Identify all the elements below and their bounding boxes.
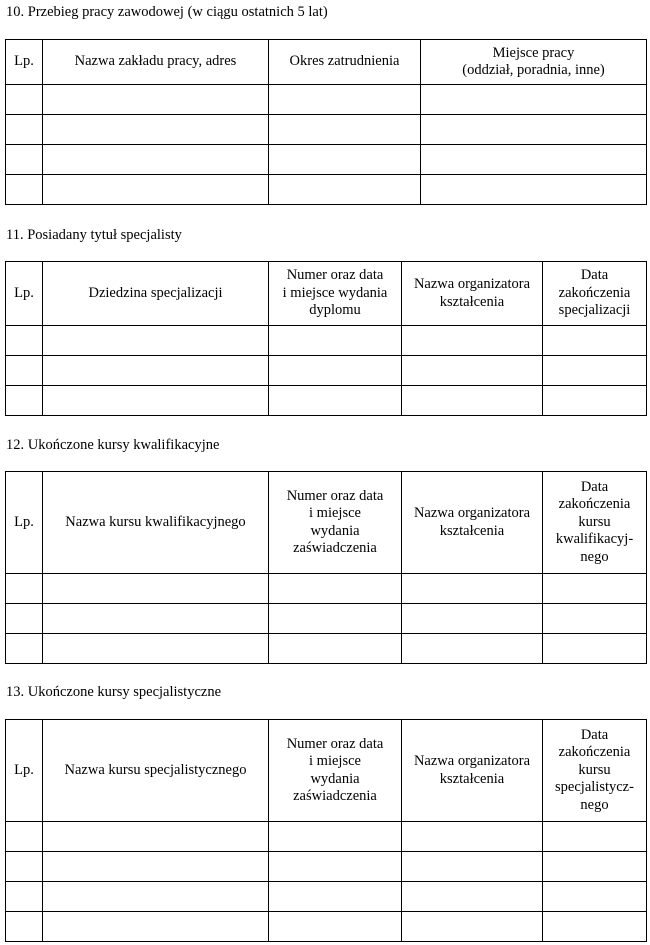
input-cell[interactable] [402, 634, 543, 664]
input-cell[interactable] [269, 634, 402, 664]
input-cell[interactable] [269, 386, 402, 416]
col-header-employer: Nazwa zakładu pracy, adres [43, 40, 269, 85]
input-cell[interactable] [269, 175, 421, 205]
input-cell[interactable] [421, 115, 647, 145]
input-cell[interactable] [43, 356, 269, 386]
col-header-certificate-number-date: Numer oraz data i miejsce wydania zaświadczenia [269, 472, 402, 574]
table-row [6, 822, 647, 852]
input-cell[interactable] [269, 145, 421, 175]
input-cell[interactable] [402, 852, 543, 882]
input-cell[interactable] [543, 326, 647, 356]
input-cell[interactable] [43, 574, 269, 604]
input-cell[interactable] [402, 822, 543, 852]
input-cell[interactable] [43, 386, 269, 416]
table-row [6, 85, 647, 115]
table-row [6, 912, 647, 942]
col-header-lp: Lp. [6, 40, 43, 85]
table-row [6, 145, 647, 175]
table-row [6, 386, 647, 416]
table-row [6, 634, 647, 664]
input-cell[interactable] [269, 85, 421, 115]
input-cell[interactable] [6, 85, 43, 115]
col-header-course-completion-date: Data zakończenia kursu kwalifikacyj- nego [543, 472, 647, 574]
col-header-lp: Lp. [6, 720, 43, 822]
input-cell[interactable] [421, 85, 647, 115]
input-cell[interactable] [543, 386, 647, 416]
input-cell[interactable] [543, 852, 647, 882]
table-row [6, 326, 647, 356]
input-cell[interactable] [402, 574, 543, 604]
input-cell[interactable] [43, 326, 269, 356]
input-cell[interactable] [269, 115, 421, 145]
col-header-specialization-field: Dziedzina specjalizacji [43, 262, 269, 326]
input-cell[interactable] [6, 175, 43, 205]
input-cell[interactable] [6, 634, 43, 664]
input-cell[interactable] [43, 822, 269, 852]
input-cell[interactable] [269, 852, 402, 882]
input-cell[interactable] [43, 634, 269, 664]
input-cell[interactable] [43, 882, 269, 912]
input-cell[interactable] [6, 912, 43, 942]
input-cell[interactable] [6, 604, 43, 634]
col-header-diploma-number-date: Numer oraz data i miejsce wydania dyplomu [269, 262, 402, 326]
table-row [6, 604, 647, 634]
input-cell[interactable] [6, 326, 43, 356]
input-cell[interactable] [543, 822, 647, 852]
input-cell[interactable] [269, 326, 402, 356]
input-cell[interactable] [402, 386, 543, 416]
specialist-courses-table [5, 719, 647, 942]
input-cell[interactable] [43, 145, 269, 175]
input-cell[interactable] [6, 145, 43, 175]
employment-history-table [5, 39, 647, 205]
col-header-training-organizer: Nazwa organizatora kształcenia [402, 720, 543, 822]
input-cell[interactable] [43, 175, 269, 205]
input-cell[interactable] [6, 386, 43, 416]
col-header-lp: Lp. [6, 262, 43, 326]
input-cell[interactable] [543, 574, 647, 604]
input-cell[interactable] [269, 356, 402, 386]
section-13-heading: 13. Ukończone kursy specjalistyczne [6, 684, 222, 700]
table-row [6, 882, 647, 912]
input-cell[interactable] [421, 145, 647, 175]
input-cell[interactable] [402, 604, 543, 634]
table-row [6, 852, 647, 882]
input-cell[interactable] [43, 604, 269, 634]
col-header-course-completion-date: Data zakończenia kursu specjalistycz- nego [543, 720, 647, 822]
input-cell[interactable] [402, 912, 543, 942]
input-cell[interactable] [43, 85, 269, 115]
table-row [6, 356, 647, 386]
input-cell[interactable] [6, 356, 43, 386]
input-cell[interactable] [269, 912, 402, 942]
section-10-heading: 10. Przebieg pracy zawodowej (w ciągu ostatnich 5 lat) [6, 4, 328, 20]
section-12-heading: 12. Ukończone kursy kwalifikacyjne [6, 437, 220, 453]
section-11-heading: 11. Posiadany tytuł specjalisty [6, 227, 182, 243]
input-cell[interactable] [543, 604, 647, 634]
input-cell[interactable] [6, 115, 43, 145]
qualification-courses-table [5, 471, 647, 664]
input-cell[interactable] [421, 175, 647, 205]
input-cell[interactable] [43, 912, 269, 942]
col-header-course-name: Nazwa kursu specjalistycznego [43, 720, 269, 822]
input-cell[interactable] [6, 852, 43, 882]
input-cell[interactable] [6, 574, 43, 604]
col-header-completion-date: Data zakończenia specjalizacji [543, 262, 647, 326]
input-cell[interactable] [43, 115, 269, 145]
col-header-certificate-number-date: Numer oraz data i miejsce wydania zaświadczenia [269, 720, 402, 822]
input-cell[interactable] [6, 882, 43, 912]
table-row [6, 115, 647, 145]
specialist-title-table [5, 261, 647, 416]
col-header-lp: Lp. [6, 472, 43, 574]
input-cell[interactable] [402, 356, 543, 386]
input-cell[interactable] [543, 356, 647, 386]
col-header-course-name: Nazwa kursu kwalifikacyjnego [43, 472, 269, 574]
input-cell[interactable] [402, 882, 543, 912]
input-cell[interactable] [543, 882, 647, 912]
input-cell[interactable] [269, 822, 402, 852]
input-cell[interactable] [543, 634, 647, 664]
input-cell[interactable] [402, 326, 543, 356]
input-cell[interactable] [543, 912, 647, 942]
table-row [6, 574, 647, 604]
col-header-training-organizer: Nazwa organizatora kształcenia [402, 472, 543, 574]
col-header-employment-period: Okres zatrudnienia [269, 40, 421, 85]
table-row [6, 175, 647, 205]
input-cell[interactable] [43, 852, 269, 882]
col-header-workplace: Miejsce pracy (oddział, poradnia, inne) [421, 40, 647, 85]
input-cell[interactable] [269, 574, 402, 604]
input-cell[interactable] [6, 822, 43, 852]
input-cell[interactable] [269, 882, 402, 912]
col-header-training-organizer: Nazwa organizatora kształcenia [402, 262, 543, 326]
input-cell[interactable] [269, 604, 402, 634]
